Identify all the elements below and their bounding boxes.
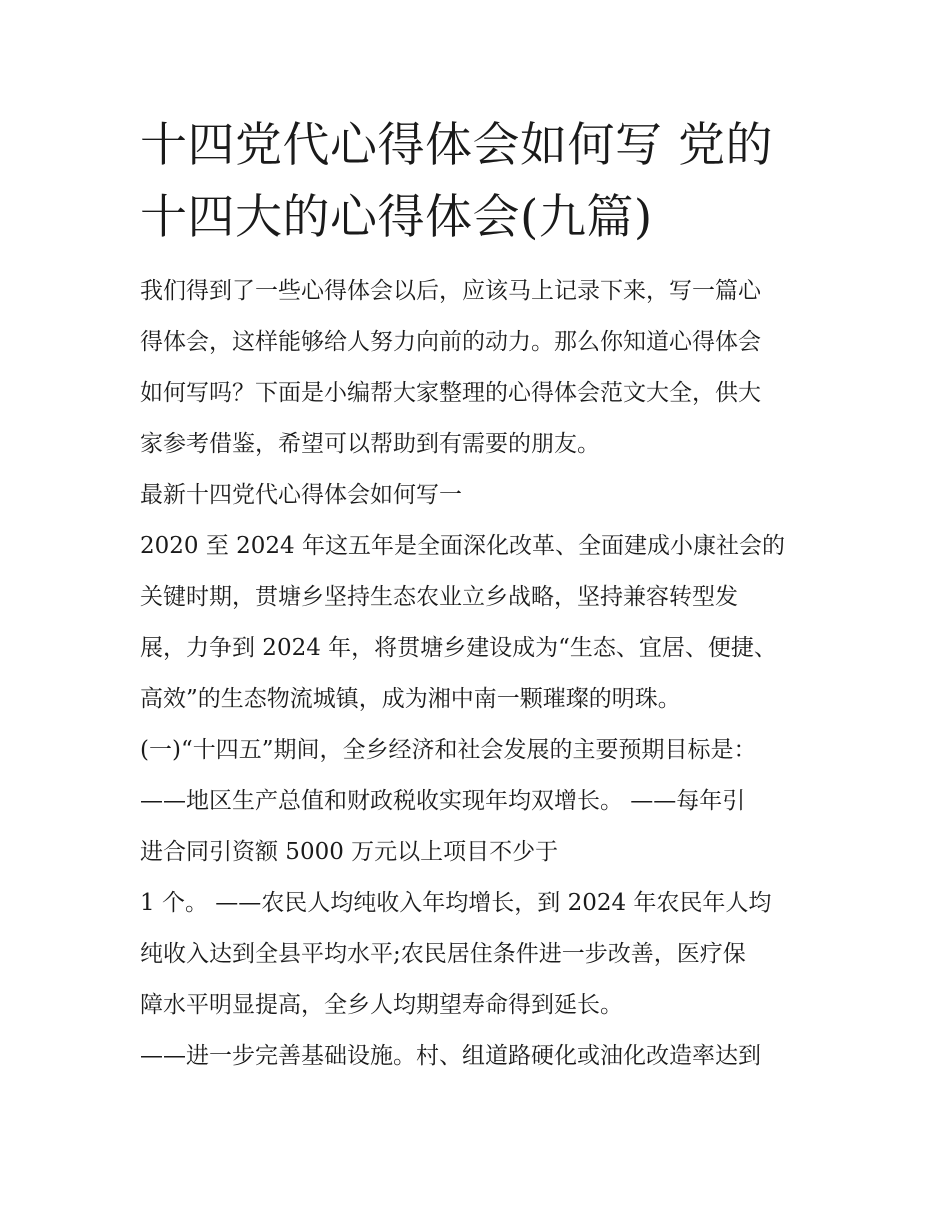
paragraph-line: ——进一步完善基础设施。村、组道路硬化或油化改造率达到 — [140, 1043, 761, 1069]
paragraph-line: 如何写吗？下面是小编帮大家整理的心得体会范文大全，供大 — [140, 380, 761, 406]
section-heading: 最新十四党代心得体会如何写一 — [140, 482, 462, 508]
paragraph-line: 2020 至 2024 年这五年是全面深化改革、全面建成小康社会的 — [140, 533, 785, 559]
paragraph-line: 得体会，这样能够给人努力向前的动力。那么你知道心得体会 — [140, 329, 761, 355]
document-body — [140, 266, 820, 1082]
document-title — [140, 110, 820, 254]
title-line-1: 十四党代心得体会如何写 党的 — [140, 118, 773, 173]
paragraph-line: 关键时期，贯塘乡坚持生态农业立乡战略，坚持兼容转型发 — [140, 584, 738, 610]
paragraph-line: 高效”的生态物流城镇，成为湘中南一颗璀璨的明珠。 — [140, 686, 681, 712]
paragraph-line: 障水平明显提高，全乡人均期望寿命得到延长。 — [140, 992, 623, 1018]
paragraph-line: (一)“十四五”期间，全乡经济和社会发展的主要预期目标是： — [140, 737, 757, 763]
paragraph-line: 展，力争到 2024 年，将贯塘乡建设成为“生态、宜居、便捷、 — [140, 635, 777, 661]
paragraph-line: 家参考借鉴，希望可以帮助到有需要的朋友。 — [140, 431, 600, 457]
paragraph-line: 1 个。 ——农民人均纯收入年均增长，到 2024 年农民年人均 — [140, 890, 772, 916]
paragraph-line: ——地区生产总值和财政税收实现年均双增长。 ——每年引 — [140, 788, 746, 814]
document-page — [140, 110, 820, 1082]
paragraph-line: 纯收入达到全县平均水平;农民居住条件进一步改善，医疗保 — [140, 941, 746, 967]
paragraph-line: 进合同引资额 5000 万元以上项目不少于 — [140, 839, 559, 865]
paragraph-line: 我们得到了一些心得体会以后，应该马上记录下来，写一篇心 — [140, 278, 761, 304]
title-line-2: 十四大的心得体会(九篇) — [140, 190, 653, 245]
